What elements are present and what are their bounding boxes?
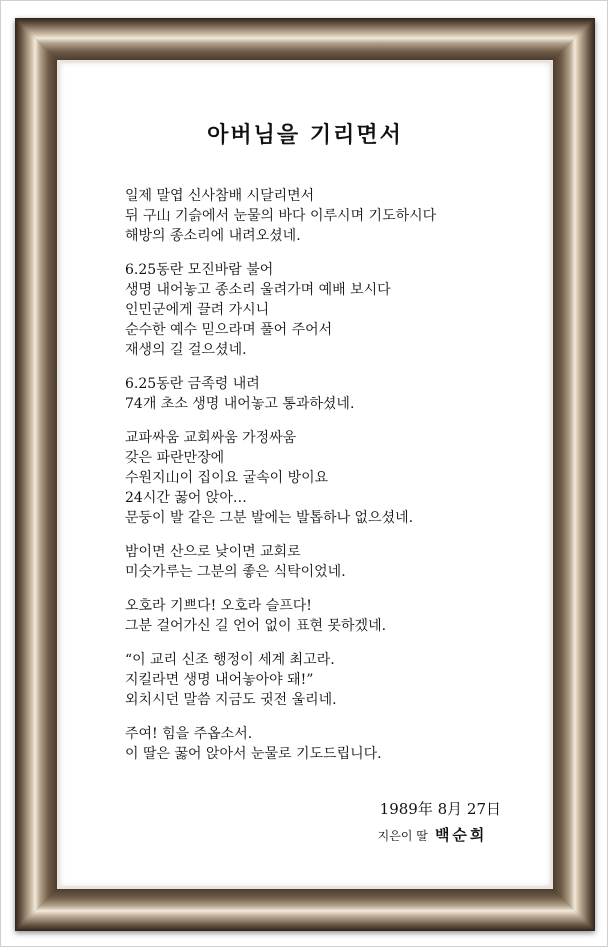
poem-line: 이 딸은 꿇어 앉아서 눈물로 기도드립니다. (125, 746, 382, 762)
poem-line: 일제 말엽 신사참배 시달리면서 (125, 188, 315, 204)
poem-line: 24시간 꿇어 앉아… (125, 490, 247, 506)
poem-line: 지킬라면 생명 내어놓아야 돼!” (125, 672, 314, 688)
poem-stanza (125, 542, 525, 582)
poem-stanza (125, 186, 525, 246)
poem-line: 해방의 종소리에 내려오셨네. (125, 228, 301, 244)
poem-line: 6.25동란 금족령 내려 (125, 376, 260, 392)
poem-stanza (125, 260, 525, 360)
poem-line: “이 교리 신조 행정이 세계 최고라. (125, 652, 335, 668)
frame-right-edge (553, 18, 595, 931)
poem-line: 주여! 힘을 주옵소서. (125, 726, 253, 742)
poem-line: 74개 초소 생명 내어놓고 통과하셨네. (125, 396, 355, 412)
poem-stanza (125, 428, 525, 528)
signature-block (378, 798, 501, 845)
frame-top-edge (15, 18, 595, 60)
poem-title: 아버님을 기리면서 (207, 123, 403, 148)
poem-paper (57, 60, 553, 889)
poem-line: 그분 걸어가신 길 언어 없이 표현 못하겠네. (125, 618, 387, 634)
poem-line: 밤이면 산으로 낮이면 교회로 (125, 544, 301, 560)
signature-name: 백순희 (434, 826, 488, 844)
poem-line: 오호라 기쁘다! 오호라 슬프다! (125, 598, 312, 614)
poem-line: 교파싸움 교회싸움 가정싸움 (125, 430, 297, 446)
poem-stanza (125, 650, 525, 710)
poem-stanza (125, 724, 525, 764)
picture-frame (15, 18, 595, 931)
paper-content (57, 60, 553, 889)
frame-left-edge (15, 18, 57, 931)
poem-line: 외치시던 말씀 지금도 귓전 울리네. (125, 692, 337, 708)
signature-author (378, 824, 501, 845)
poem-line: 6.25동란 모진바람 불어 (125, 262, 274, 278)
poem-line: 생명 내어놓고 종소리 울려가며 예배 보시다 (125, 282, 391, 298)
frame-bottom-edge (15, 889, 595, 931)
poem-line: 미숫가루는 그분의 좋은 식탁이었네. (125, 564, 346, 580)
poem-body (125, 186, 525, 778)
poem-stanza (125, 374, 525, 414)
poem-line: 뒤 구山 기슭에서 눈물의 바다 이루시며 기도하시다 (125, 208, 437, 224)
poem-line: 순수한 예수 믿으라며 풀어 주어서 (125, 322, 333, 338)
poem-line: 문둥이 발 같은 그분 발에는 발톱하나 없으셨네. (125, 510, 414, 526)
poem-line: 재생의 길 걸으셨네. (125, 342, 247, 358)
signature-prefix: 지은이 딸 (377, 829, 428, 843)
poem-line: 인민군에게 끌려 가시니 (125, 302, 270, 318)
poem-line: 수원지山이 집이요 굴속이 방이요 (125, 470, 329, 486)
signature-date: 1989年 8月 27日 (379, 800, 501, 818)
poem-line: 갖은 파란만장에 (125, 450, 225, 466)
poem-stanza (125, 596, 525, 636)
